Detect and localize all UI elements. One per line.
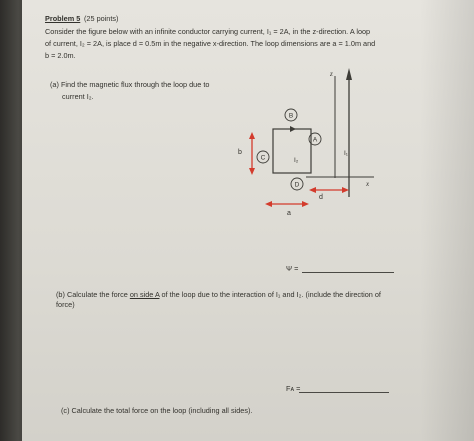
side-c-label: C [260, 154, 266, 162]
dimension-a-label: a [287, 210, 291, 217]
wire-current-label: I₁ [344, 150, 348, 157]
loop-current-arrow [290, 126, 296, 132]
dimension-d-arrow-head-left [309, 187, 316, 193]
part-b-text-pre: (b) Calculate the force [56, 290, 130, 299]
side-b-label: B [288, 112, 294, 120]
dimension-b-label: b [238, 149, 242, 156]
z-axis-label: z [330, 70, 333, 78]
problem-title: Problem 5 [45, 14, 81, 23]
dimension-b-arrow-head-bottom [249, 168, 255, 175]
problem-points: (25 points) [84, 14, 119, 23]
part-a-answer-label: Ψ = [286, 264, 299, 273]
part-b-answer-label: Fᴀ = [286, 384, 301, 393]
side-d-label: D [294, 181, 300, 189]
wire-current-arrow [346, 68, 352, 80]
dimension-d-label: d [319, 194, 323, 201]
loop-current-label: I₂ [294, 157, 299, 164]
statement-line-2: of current, I₂ = 2A, is place d = 0.5m in the negative x-direction. The loop dimensions are a = 1.0m and [45, 39, 376, 48]
x-axis-label: x [366, 180, 370, 188]
part-a-line-1: (a) Find the magnetic flux through the loop due to [50, 80, 210, 89]
part-a-answer-line [302, 272, 394, 273]
part-b-text-post: of the loop due to the interaction of I₁ and I₂. (include the direction of [159, 290, 381, 299]
dimension-b-arrow-head-top [249, 132, 255, 139]
statement-line-1: Consider the figure below with an infinite conductor carrying current, I₁ = 2A, in the z-direction. A loop [45, 27, 371, 36]
part-b-side-a-emphasis: on side A [129, 290, 160, 299]
dimension-d-arrow-head-right [342, 187, 349, 193]
current-loop [273, 129, 311, 173]
side-a-label: A [312, 136, 318, 144]
dimension-a-arrow-head-right [302, 201, 309, 207]
part-c-text: (c) Calculate the total force on the loop (including all sides). [61, 406, 253, 415]
statement-line-3: b = 2.0m. [45, 51, 76, 60]
part-a-line-2: current I₂. [62, 92, 94, 101]
part-b-line-2: force) [56, 300, 75, 309]
dimension-a-arrow-head-left [265, 201, 272, 207]
part-b-answer-line [299, 392, 389, 393]
part-b-line-1 [56, 290, 381, 300]
